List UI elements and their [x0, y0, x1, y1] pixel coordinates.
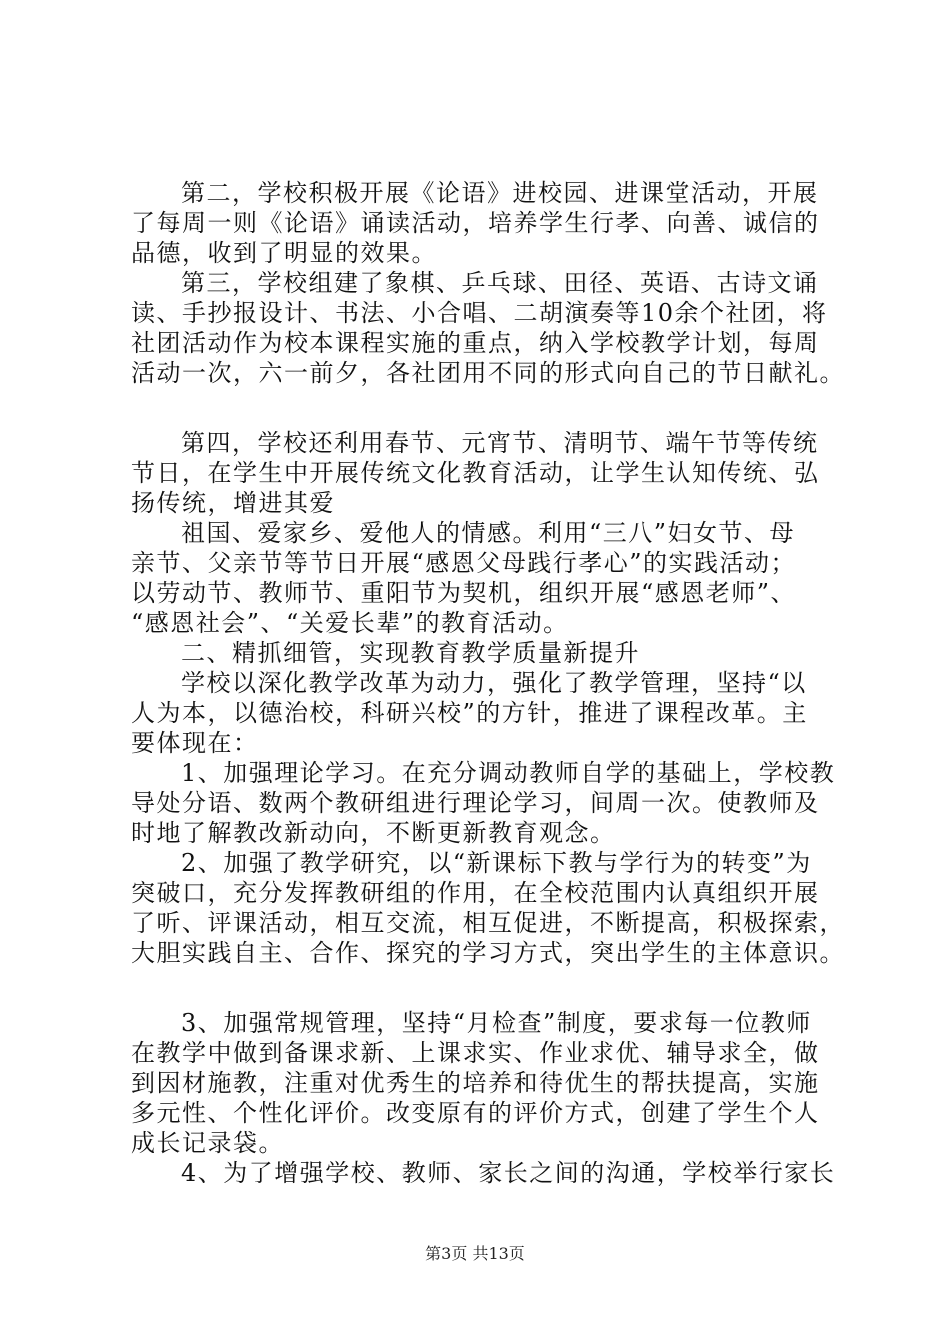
paragraph-line: 大胆实践自主、合作、探究的学习方式，突出学生的主体意识。 — [131, 939, 845, 967]
paragraph-line: 扬传统，增进其爱 — [131, 489, 335, 517]
paragraph-line: 祖国、爱家乡、爱他人的情感。利用“三八”妇女节、母 — [181, 519, 796, 547]
section-heading: 二、精抓细管，实现教育教学质量新提升 — [181, 639, 640, 667]
paragraph-line: “感恩社会”、“关爱长辈”的教育活动。 — [131, 609, 569, 637]
paragraph-line: 读、手抄报设计、书法、小合唱、二胡演奏等10余个社团，将 — [131, 299, 828, 327]
paragraph-line: 成长记录袋。 — [131, 1129, 284, 1157]
paragraph-line: 导处分语、数两个教研组进行理论学习，间周一次。使教师及 — [131, 789, 820, 817]
paragraph-line: 第二，学校积极开展《论语》进校园、进课堂活动，开展 — [181, 179, 819, 207]
paragraph-line: 以劳动节、教师节、重阳节为契机，组织开展“感恩老师”、 — [131, 579, 797, 607]
paragraph-line: 到因材施教，注重对优秀生的培养和待优生的帮扶提高，实施 — [131, 1069, 820, 1097]
paragraph-line: 节日，在学生中开展传统文化教育活动，让学生认知传统、弘 — [131, 459, 820, 487]
page-footer: 第3页 共13页 — [425, 1244, 525, 1263]
paragraph-line: 3、加强常规管理，坚持“月检查”制度，要求每一位教师 — [181, 1009, 812, 1037]
paragraph-line: 1、加强理论学习。在充分调动教师自学的基础上，学校教 — [181, 759, 836, 787]
paragraph-line: 要体现在： — [131, 729, 259, 757]
paragraph-line: 了每周一则《论语》诵读活动，培养学生行孝、向善、诚信的 — [131, 209, 820, 237]
paragraph-line: 了听、评课活动，相互交流，相互促进，不断提高，积极探索， — [131, 909, 845, 937]
paragraph-line: 突破口，充分发挥教研组的作用，在全校范围内认真组织开展 — [131, 879, 820, 907]
paragraph-line: 亲节、父亲节等节日开展“感恩父母践行孝心”的实践活动； — [131, 549, 797, 577]
paragraph-gap — [131, 388, 831, 428]
paragraph-line: 4、为了增强学校、教师、家长之间的沟通，学校举行家长 — [181, 1159, 836, 1187]
paragraph-line: 学校以深化教学改革为动力，强化了教学管理，坚持“以 — [181, 669, 807, 697]
paragraph-line: 在教学中做到备课求新、上课求实、作业求优、辅导求全，做 — [131, 1039, 820, 1067]
paragraph-line: 2、加强了教学研究，以“新课标下教与学行为的转变”为 — [181, 849, 812, 877]
paragraph-line: 人为本，以德治校，科研兴校”的方针，推进了课程改革。主 — [131, 699, 808, 727]
paragraph-line: 第四，学校还利用春节、元宵节、清明节、端午节等传统 — [181, 429, 819, 457]
body-text — [131, 178, 845, 1188]
paragraph-line: 社团活动作为校本课程实施的重点，纳入学校教学计划，每周 — [131, 329, 820, 357]
paragraph-line: 第三，学校组建了象棋、乒乓球、田径、英语、古诗文诵 — [181, 269, 819, 297]
paragraph-line: 多元性、个性化评价。改变原有的评价方式，创建了学生个人 — [131, 1099, 820, 1127]
paragraph-gap — [131, 968, 831, 1008]
paragraph-line: 时地了解教改新动向，不断更新教育观念。 — [131, 819, 616, 847]
paragraph-line: 活动一次，六一前夕，各社团用不同的形式向自己的节日献礼。 — [131, 359, 845, 387]
paragraph-line: 品德，收到了明显的效果。 — [131, 239, 437, 267]
